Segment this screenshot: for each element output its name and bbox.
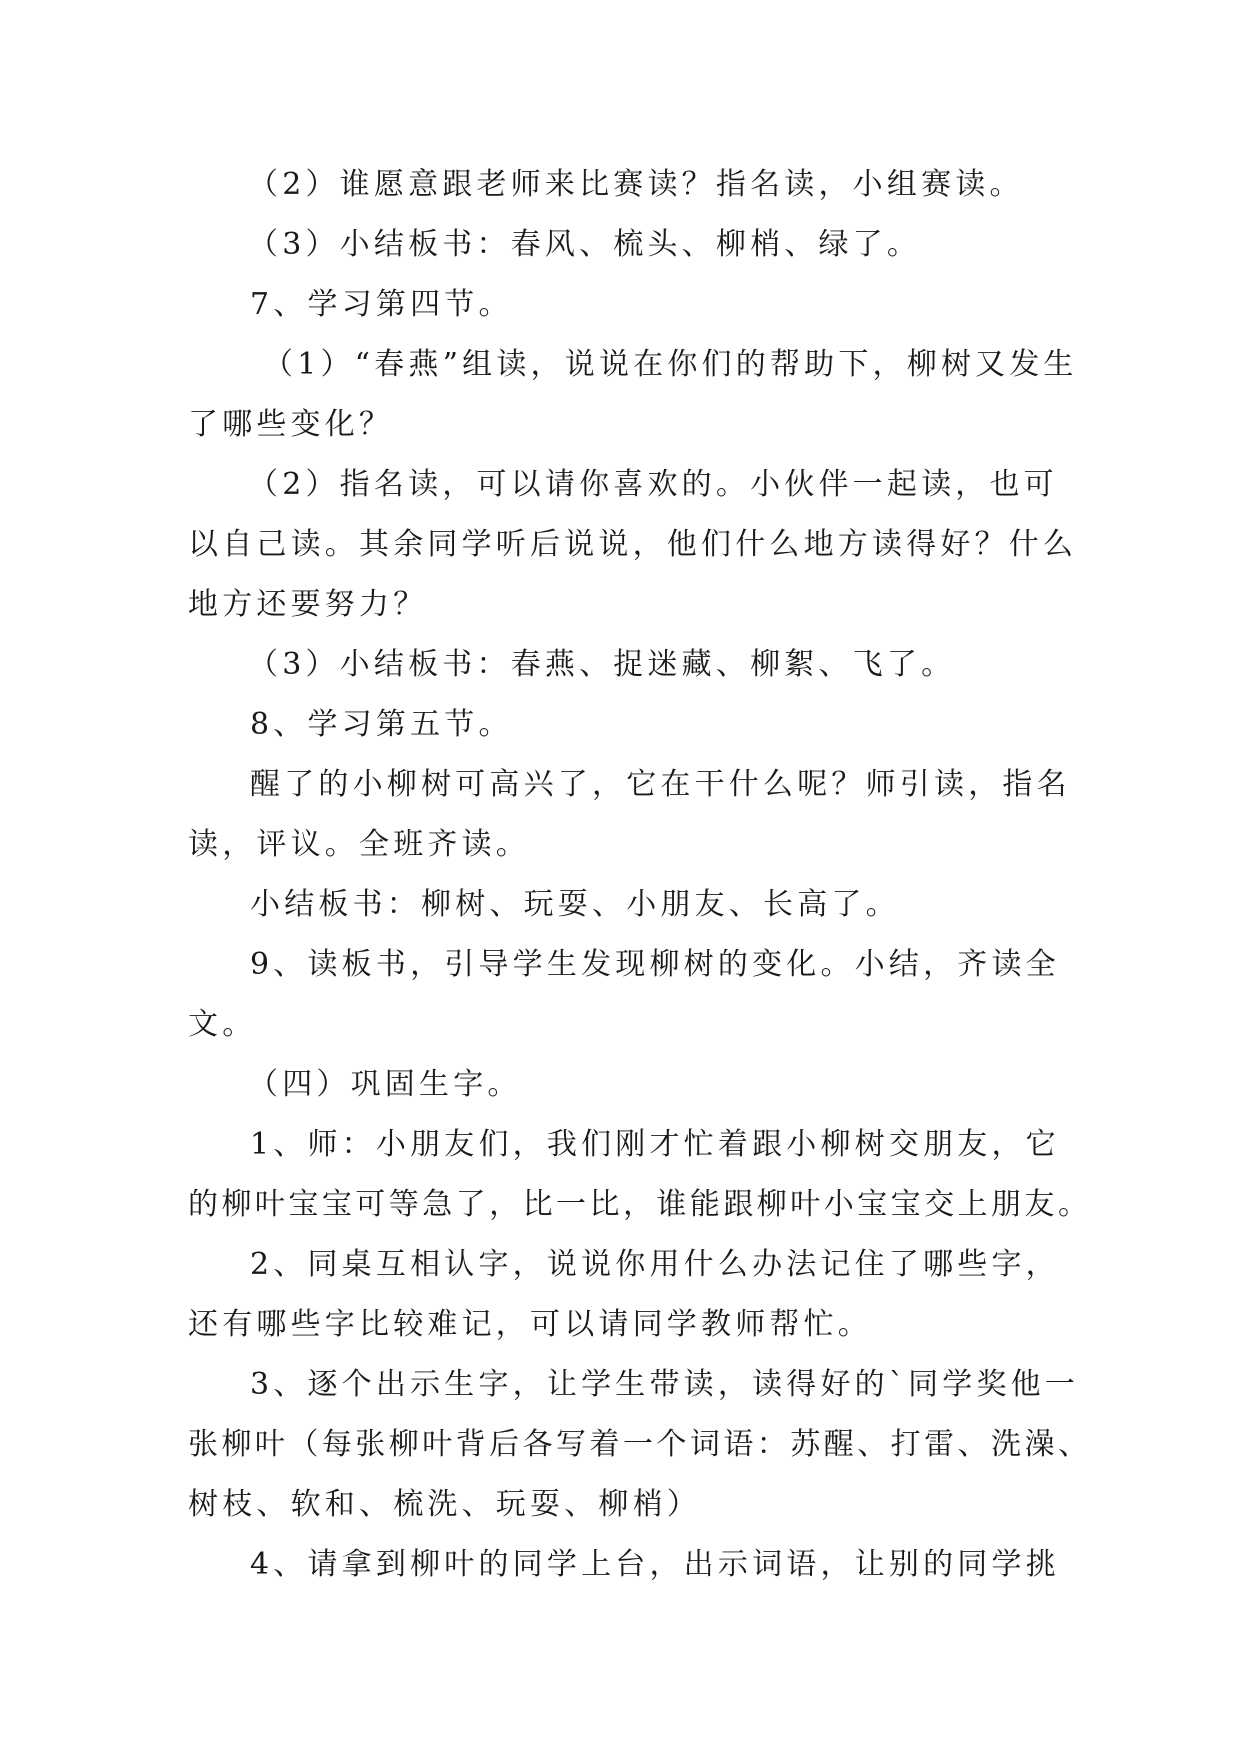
text-line: 了哪些变化？ — [188, 407, 394, 442]
text-line: 的柳叶宝宝可等急了，比一比，谁能跟柳叶小宝宝交上朋友。 — [188, 1187, 1092, 1222]
text-line: 以自己读。其余同学听后说说，他们什么地方读得好？什么 — [188, 527, 1078, 562]
text-line: 张柳叶（每张柳叶背后各写着一个词语：苏醒、打雷、洗澡、 — [188, 1427, 1092, 1462]
text-line: （3）小结板书：春风、梳头、柳梢、绿了。 — [248, 227, 922, 262]
text-line: 醒了的小柳树可高兴了，它在干什么呢？师引读，指名 — [250, 767, 1071, 802]
text-line: 还有哪些字比较难记，可以请同学教师帮忙。 — [188, 1307, 872, 1342]
text-line: 小结板书：柳树、玩耍、小朋友、长高了。 — [250, 887, 900, 922]
text-line: （四）巩固生字。 — [248, 1067, 522, 1102]
text-line: 7、学习第四节。 — [250, 287, 513, 322]
text-line: （3）小结板书：春燕、捉迷藏、柳絮、飞了。 — [248, 647, 956, 682]
text-line: 树枝、软和、梳洗、玩耍、柳梢） — [188, 1487, 701, 1522]
text-line: 9、读板书，引导学生发现柳树的变化。小结，齐读全 — [250, 947, 1060, 982]
text-line: 8、学习第五节。 — [250, 707, 513, 742]
text-line: 3、逐个出示生字，让学生带读，读得好的`同学奖他一 — [250, 1367, 1080, 1402]
text-line: 读，评议。全班齐读。 — [188, 827, 530, 862]
text-line: 2、同桌互相认字，说说你用什么办法记住了哪些字， — [250, 1247, 1060, 1282]
text-line: 1、师：小朋友们，我们刚才忙着跟小柳树交朋友，它 — [250, 1127, 1060, 1162]
text-line: 文。 — [188, 1007, 257, 1042]
text-line: （1）“春燕”组读，说说在你们的帮助下，柳树又发生 — [263, 347, 1078, 382]
text-line: 4、请拿到柳叶的同学上台，出示词语，让别的同学挑 — [250, 1547, 1060, 1582]
text-line: 地方还要努力？ — [188, 587, 428, 622]
text-line: （2）指名读，可以请你喜欢的。小伙伴一起读，也可 — [248, 467, 1058, 502]
text-line: （2）谁愿意跟老师来比赛读？指名读，小组赛读。 — [248, 167, 1024, 202]
